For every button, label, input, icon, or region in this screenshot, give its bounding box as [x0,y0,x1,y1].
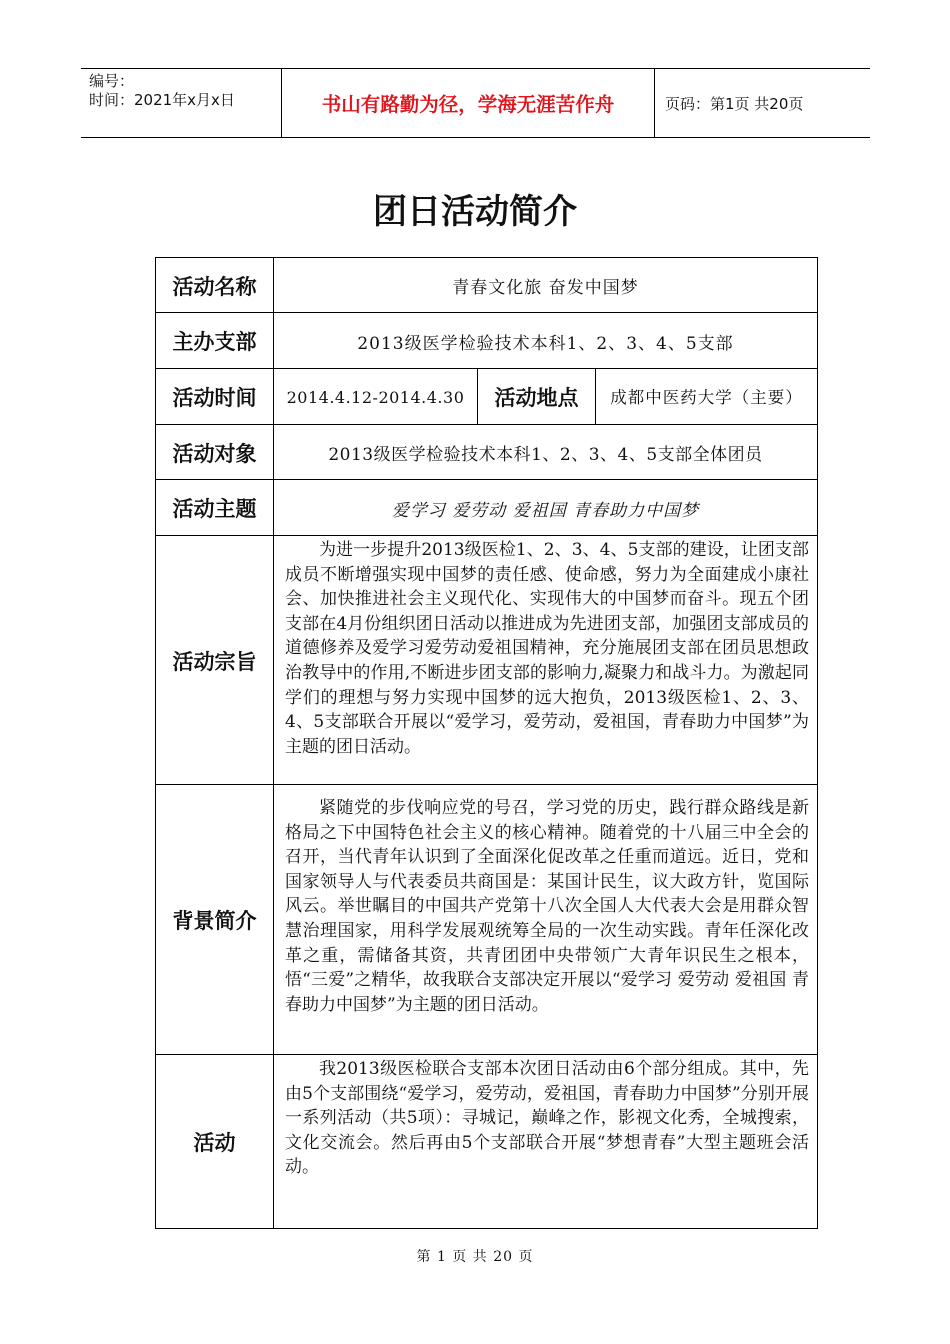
label-background: 背景简介 [155,785,274,1055]
label-theme: 活动主题 [155,480,274,536]
value-activity-time: 2014.4.12-2014.4.30 [274,369,478,425]
page-header [81,68,870,138]
page-info: 页码：第1页 共20页 [665,95,804,113]
value-activity-name: 青春文化旅 奋发中国梦 [274,258,818,313]
serial-label: 编号： [89,72,135,90]
row-host-branch [155,312,818,369]
value-host-branch: 2013级医学检验技术本科1、2、3、4、5支部 [274,313,818,369]
label-activity-name: 活动名称 [155,258,274,313]
label-purpose: 活动宗旨 [155,536,274,785]
value-theme: 爱学习 爱劳动 爱祖国 青春助力中国梦 [274,480,818,536]
header-motto-cell [282,69,655,137]
row-activity [155,1054,818,1229]
text-background: 紧随党的步伐响应党的号召，学习党的历史，践行群众路线是新格局之下中国特色社会主义的核心精神。随着党的十八届三中全会的召开，当代青年认识到了全面深化促改革之任重而道远。近日，党和国家领导人与代表委员共商国是：某国计民生，议大政方针，览国际风云。举世瞩目的中国共产党第十八次全国人大代表大会是用群众智慧治理国家，用科学发展观统筹全局的一次生动实践。青年任深化改革之重，需储备其资，共青团团中央带领广大青年识民生之根本，悟“三爱”之精华，故我联合支部决定开展以“爱学习 爱劳动 爱祖国 青春助力中国梦”为主题的团日活动。 [274,785,818,1055]
row-theme [155,479,818,536]
header-meta-cell [81,69,282,137]
label-activity: 活动 [155,1055,274,1228]
date-label: 时间：2021年x月x日 [89,91,235,109]
value-activity-place: 成都中医药大学（主要） [596,369,818,425]
row-target [155,424,818,480]
page-title: 团日活动简介 [373,192,577,232]
motto-text: 书山有路勤为径，学海无涯苦作舟 [321,93,615,116]
label-target: 活动对象 [155,425,274,480]
label-activity-place: 活动地点 [478,369,596,425]
row-time-place [155,368,818,425]
label-host-branch: 主办支部 [155,313,274,369]
text-activity: 我2013级医检联合支部本次团日活动由6个部分组成。其中，先由5个支部围绕“爱学习，爱劳动，爱祖国，青春助力中国梦”分别开展一系列活动（共5项）：寻城记，巅峰之作，影视文化秀，全城搜索，文化交流会。然后再由5个支部联合开展“梦想青春”大型主题班会活动。 [274,1055,818,1228]
row-activity-name [155,257,818,313]
header-page-cell [655,69,870,137]
row-purpose [155,535,818,785]
label-activity-time: 活动时间 [155,369,274,425]
page-footer: 第 1 页 共 20 页 [416,1249,534,1265]
row-background [155,784,818,1055]
value-target: 2013级医学检验技术本科1、2、3、4、5支部全体团员 [274,425,818,480]
text-purpose: 为进一步提升2013级医检1、2、3、4、5支部的建设，让团支部成员不断增强实现中国梦的责任感、使命感，努力为全面建成小康社会、加快推进社会主义现代化、实现伟大的中国梦而奋斗。现五个团支部在4月份组织团日活动以推进成为先进团支部，加强团支部成员的道德修养及爱学习爱劳动爱祖国精神，充分施展团支部在团员思想政治教导中的作用,不断进步团支部的影响力,凝聚力和战斗力。为激起同学们的理想与努力实现中国梦的远大抱负，2013级医检1、2、3、4、5支部联合开展以“爱学习，爱劳动，爱祖国，青春助力中国梦”为主题的团日活动。 [274,536,818,785]
